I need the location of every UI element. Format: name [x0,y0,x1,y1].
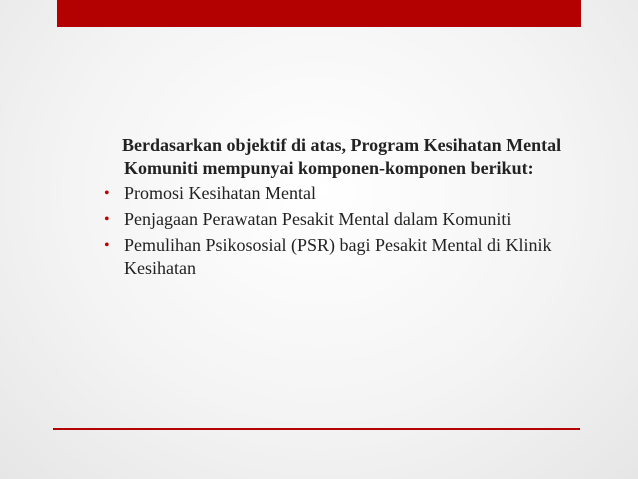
bullet-text: Promosi Kesihatan Mental [124,183,316,203]
bullet-icon: • [104,237,110,254]
top-accent-bar [57,0,581,27]
intro-paragraph: Berdasarkan objektif di atas, Program Kesihatan Mental Komuniti mempunyai komponen-komponen berikut: [122,135,562,178]
bullet-text: Pemulihan Psikososial (PSR) bagi Pesakit Mental di Klinik Kesihatan [124,235,552,278]
bullet-item [104,234,604,280]
bullet-item [104,208,604,231]
bullet-item [104,182,604,205]
bullet-text: Penjagaan Perawatan Pesakit Mental dalam Komuniti [124,209,512,229]
bullet-icon: • [104,185,110,202]
bullet-icon: • [104,211,110,228]
slide-content [104,134,604,283]
bottom-accent-line [53,428,580,430]
bullet-list [104,182,604,280]
